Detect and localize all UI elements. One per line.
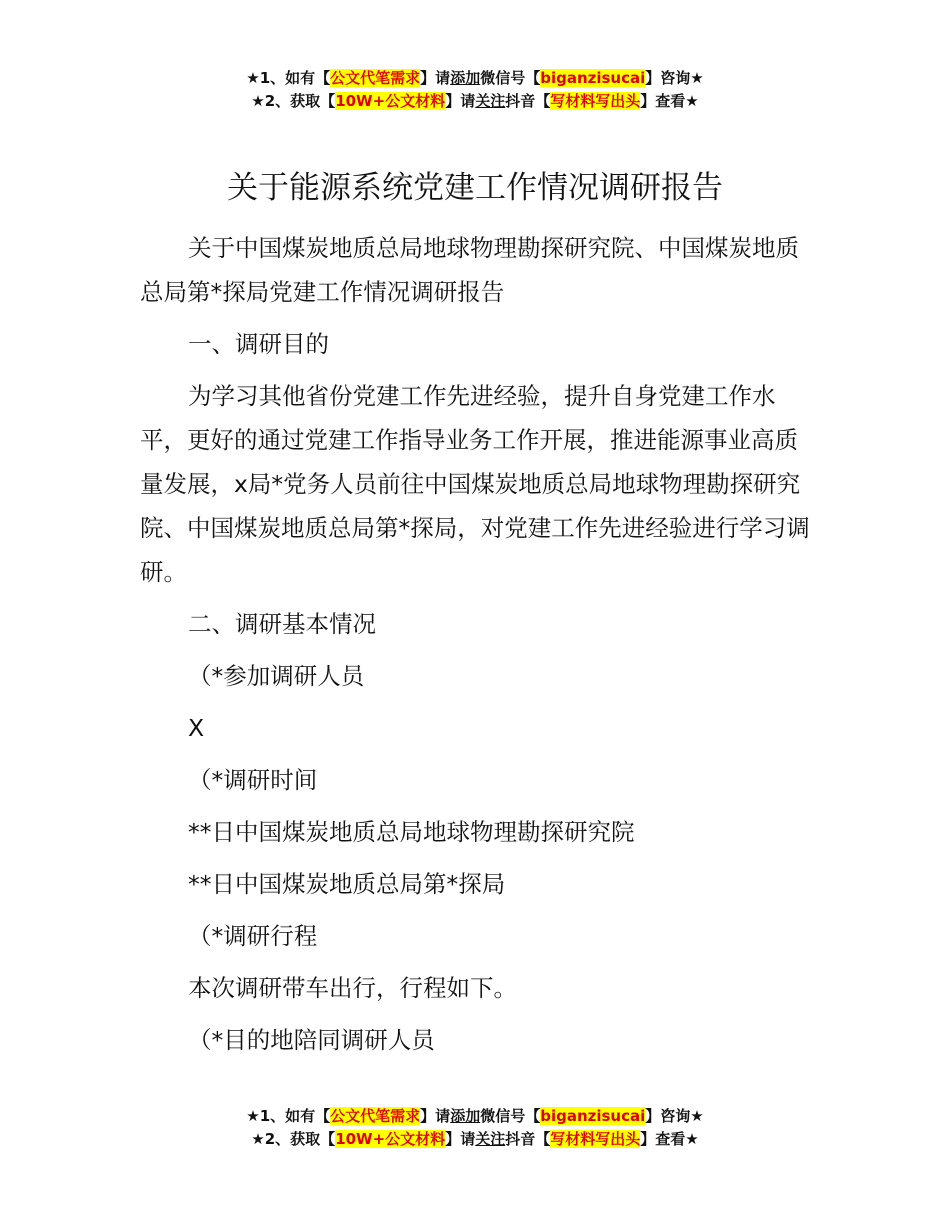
- banner-line-1: [0, 67, 950, 90]
- banner-text: 】请: [445, 92, 476, 110]
- paragraph-subtitle: 关于中国煤炭地质总局地球物理勘探研究院、中国煤炭地质总局第*探局党建工作情况调研报告: [140, 234, 799, 306]
- subsection-participants: （*参加调研人员: [188, 662, 365, 690]
- subsection-time: （*调研时间: [188, 766, 318, 794]
- document-title: 关于能源系统党建工作情况调研报告: [227, 170, 723, 206]
- highlight-materials: 10W+公文材料: [335, 1130, 446, 1148]
- document-body: [140, 226, 820, 1070]
- highlight-service: 公文代笔需求: [330, 1107, 421, 1125]
- banner-text: 抖音【: [505, 1130, 551, 1148]
- banner-text: ★1、如有【: [246, 69, 331, 87]
- banner-line-1: [0, 1105, 950, 1128]
- underlined-text: 添加: [450, 69, 481, 87]
- banner-text: 】查看★: [640, 92, 699, 110]
- header-banner: [0, 67, 950, 113]
- highlight-service: 公文代笔需求: [330, 69, 421, 87]
- underlined-text: 关注: [475, 92, 506, 110]
- paragraph-itinerary: 本次调研带车出行，行程如下。: [188, 974, 517, 1002]
- banner-text: ★2、获取【: [251, 1130, 336, 1148]
- paragraph-time-2: **日中国煤炭地质总局第*探局: [188, 870, 506, 898]
- subsection-itinerary: （*调研行程: [188, 922, 318, 950]
- banner-text: 】咨询★: [645, 1107, 704, 1125]
- banner-text: 】查看★: [640, 1130, 699, 1148]
- paragraph-participants: X: [188, 714, 205, 742]
- banner-text: 】请: [420, 1107, 451, 1125]
- section-heading-2: 二、调研基本情况: [188, 610, 376, 638]
- subsection-escorts: （*目的地陪同调研人员: [188, 1026, 435, 1054]
- highlight-douyin-id: 写材料写出头: [550, 1130, 641, 1148]
- paragraph-purpose: 为学习其他省份党建工作先进经验，提升自身党建工作水平，更好的通过党建工作指导业务工作开展，推进能源事业高质量发展，x局*党务人员前往中国煤炭地质总局地球物理勘探研究院、中国煤炭地质总局第*探局，对党建工作先进经验进行学习调研。: [140, 382, 810, 586]
- banner-line-2: [0, 90, 950, 113]
- paragraph-time-1: **日中国煤炭地质总局地球物理勘探研究院: [188, 818, 635, 846]
- banner-text: 抖音【: [505, 92, 551, 110]
- section-heading-1: 一、调研目的: [188, 330, 329, 358]
- highlight-douyin-id: 写材料写出头: [550, 92, 641, 110]
- banner-line-2: [0, 1128, 950, 1151]
- banner-text: 】请: [420, 69, 451, 87]
- banner-text: ★1、如有【: [246, 1107, 331, 1125]
- highlight-materials: 10W+公文材料: [335, 92, 446, 110]
- banner-text: 】请: [445, 1130, 476, 1148]
- banner-text: 】咨询★: [645, 69, 704, 87]
- banner-text: 微信号【: [480, 1107, 541, 1125]
- underlined-text: 关注: [475, 1130, 506, 1148]
- highlight-wechat-id: biganzisucai: [540, 69, 646, 87]
- highlight-wechat-id: biganzisucai: [540, 1107, 646, 1125]
- footer-banner: [0, 1105, 950, 1151]
- banner-text: ★2、获取【: [251, 92, 336, 110]
- underlined-text: 添加: [450, 1107, 481, 1125]
- banner-text: 微信号【: [480, 69, 541, 87]
